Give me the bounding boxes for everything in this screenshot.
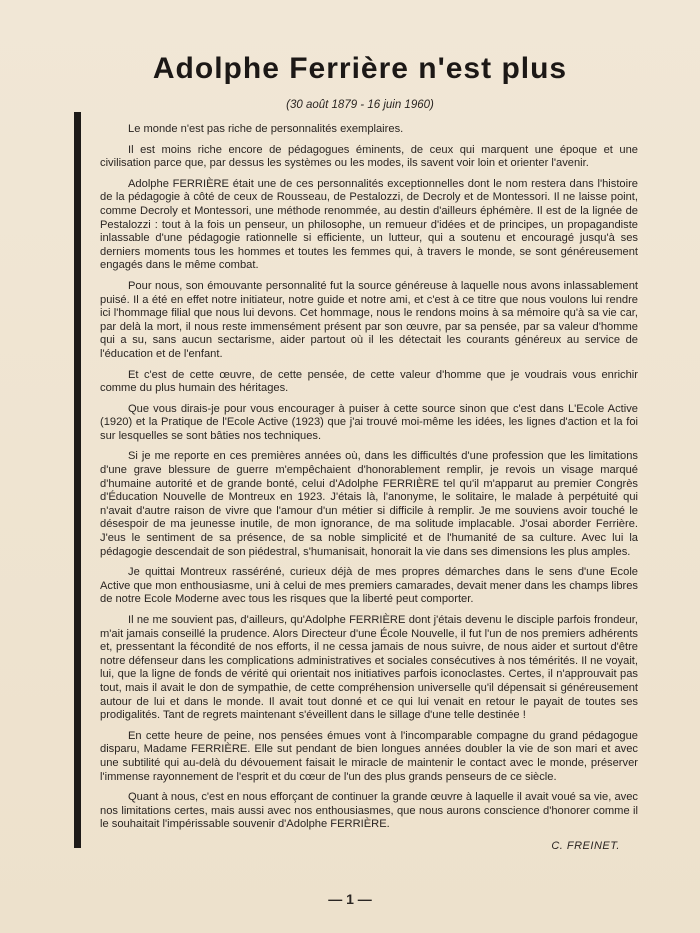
page-number: — 1 —	[328, 891, 372, 907]
article-title: Adolphe Ferrière n'est plus	[152, 52, 568, 85]
paragraph: Pour nous, son émouvante personnalité fut la source généreuse à laquelle nous avons inlassablement puisé. Il a été en effet notre initiateur, notre guide et notre ami, et c'est à ce titre que nous voulons lui rendre ici l'hommage filial que nous lui devons. Cet hommage, nous le rendons moins à sa mémoire qu'à sa vie car, par delà la mort, il nous reste immensément présent par son œuvre, par sa pensée, par sa valeur d'homme qui a su, sans aucun sectarisme, aider partout où il les détectait les courants généreux au service de l'éducation et de l'enfant.	[100, 279, 638, 360]
paragraph: En cette heure de peine, nos pensées émues vont à l'incomparable compagne du grand pédagogue disparu, Madame FERRIÈRE. Elle sut pendant de bien longues années doubler la vie de son mari et avec une subtilité qui au-delà du dévouement faisait le miracle de maintenir le contact avec le monde, préserver l'immense rayonnement de l'esprit et du cœur de l'un des plus grands penseurs de ce siècle.	[100, 729, 638, 783]
paragraph: Adolphe FERRIÈRE était une de ces personnalités exceptionnelles dont le nom restera dans l'histoire de la pédagogie à côté de ceux de Rousseau, de Pestalozzi, de Decroly et de Montessori. Il ne laisse point, comme Decroly et Montessori, une méthode renommée, au destin d'ailleurs éphémère. Il est de la lignée de Pestalozzi : tout à la fois un penseur, un philosophe, un remueur d'idées et de principes, un propagandiste inlassable d'une pédagogie rationnelle si efficiente, un lutteur, qui a soutenu et encouragé jusqu'à ses derniers moments tous les hommes et toutes les femmes qui, à travers le monde, se sont généreusement engagés dans le même combat.	[100, 177, 638, 272]
paragraph: Et c'est de cette œuvre, de cette pensée, de cette valeur d'homme que je voudrais vous enrichir comme du plus humain des héritages.	[100, 368, 638, 395]
vertical-rule	[74, 112, 81, 848]
paragraph: Je quittai Montreux rasséréné, curieux déjà de mes propres démarches dans le sens d'une Ecole Active que mon enthousiasme, uni à celui de mes premiers camarades, devait mener dans les champs libres de notre Ecole Moderne avec tous les risques que la liberté peut comporter.	[100, 566, 638, 606]
paragraph: Que vous dirais-je pour vous encourager à puiser à cette source sinon que c'est dans L'Ecole Active (1920) et la Pratique de l'Ecole Active (1923) que j'ai trouvé moi-même les idées, les lignes d'action et la foi sur lesquelles se sont bâties nos techniques.	[100, 402, 638, 442]
author-signature: C. FREINET.	[551, 840, 620, 852]
article-dates: (30 août 1879 - 16 juin 1960)	[286, 99, 434, 111]
paragraph: Il est moins riche encore de pédagogues éminents, de ceux qui marquent une époque et une civilisation parce que, par dessus les systèmes ou les modes, ils savent voir loin et orienter l'avenir.	[100, 143, 638, 170]
paragraph: Si je me reporte en ces premières années où, dans les difficultés d'une profession que les limitations d'une grave blessure de guerre m'empêchaient d'honorablement remplir, je revois un visage marqué d'humaine autorité et de grande bonté, celui d'Adolphe FERRIÈRE tel qu'il m'apparut au premier Congrès d'Éducation Nouvelle de Montreux en 1923. J'étais là, l'anonyme, le solitaire, le malade à perpétuité qui n'avait d'autre raison de vivre que l'amour d'un métier si difficile à remplir. Je me souviens avoir touché le désespoir de ma jeunesse inutile, de mon ignorance, de ma solitude implacable. J'osai aborder Ferrière. J'eus le sentiment de sa présence, de sa noble simplicité et de l'humanité de sa culture. Avec lui la pédagogie descendait de son piédestral, s'humanisait, honorait la vie dans ses dimensions les plus amples.	[100, 450, 638, 558]
paragraph: Quant à nous, c'est en nous efforçant de continuer la grande œuvre à laquelle il avait voué sa vie, avec nos limitations certes, mais aussi avec nos enthousiasmes, que nous aurons conscience d'honorer comme il le souhaitait l'impérissable souvenir d'Adolphe FERRIÈRE.	[100, 791, 638, 831]
paragraph: Il ne me souvient pas, d'ailleurs, qu'Adolphe FERRIÈRE dont j'étais devenu le disciple parfois frondeur, m'ait jamais conseillé la prudence. Alors Directeur d'une École Nouvelle, il fut l'un de nos premiers adhérents et, pressentant la fécondité de nos efforts, il ne cessa jamais de nous suivre, de nous aider et surtout d'être notre défenseur dans les complications administratives et sociales consécutives à nos témérités. Il ne voyait, lui, que la ligne de fonds de vérité qui orientait nos initiatives parfois iconoclastes. Certes, il n'approuvait pas tout, mais il avait le don de sympathie, de cette compréhension universelle qu'il dépensait si généreusement autour de lui et dans le monde. Il avait tout donné et ce qui lui venait en retour le payait de toutes ses prodigalités. Tant de regrets maintenant s'éveillent dans le sillage d'une telle destinée !	[100, 614, 638, 722]
paragraph: Le monde n'est pas riche de personnalités exemplaires.	[128, 123, 404, 135]
article-body	[100, 123, 638, 839]
